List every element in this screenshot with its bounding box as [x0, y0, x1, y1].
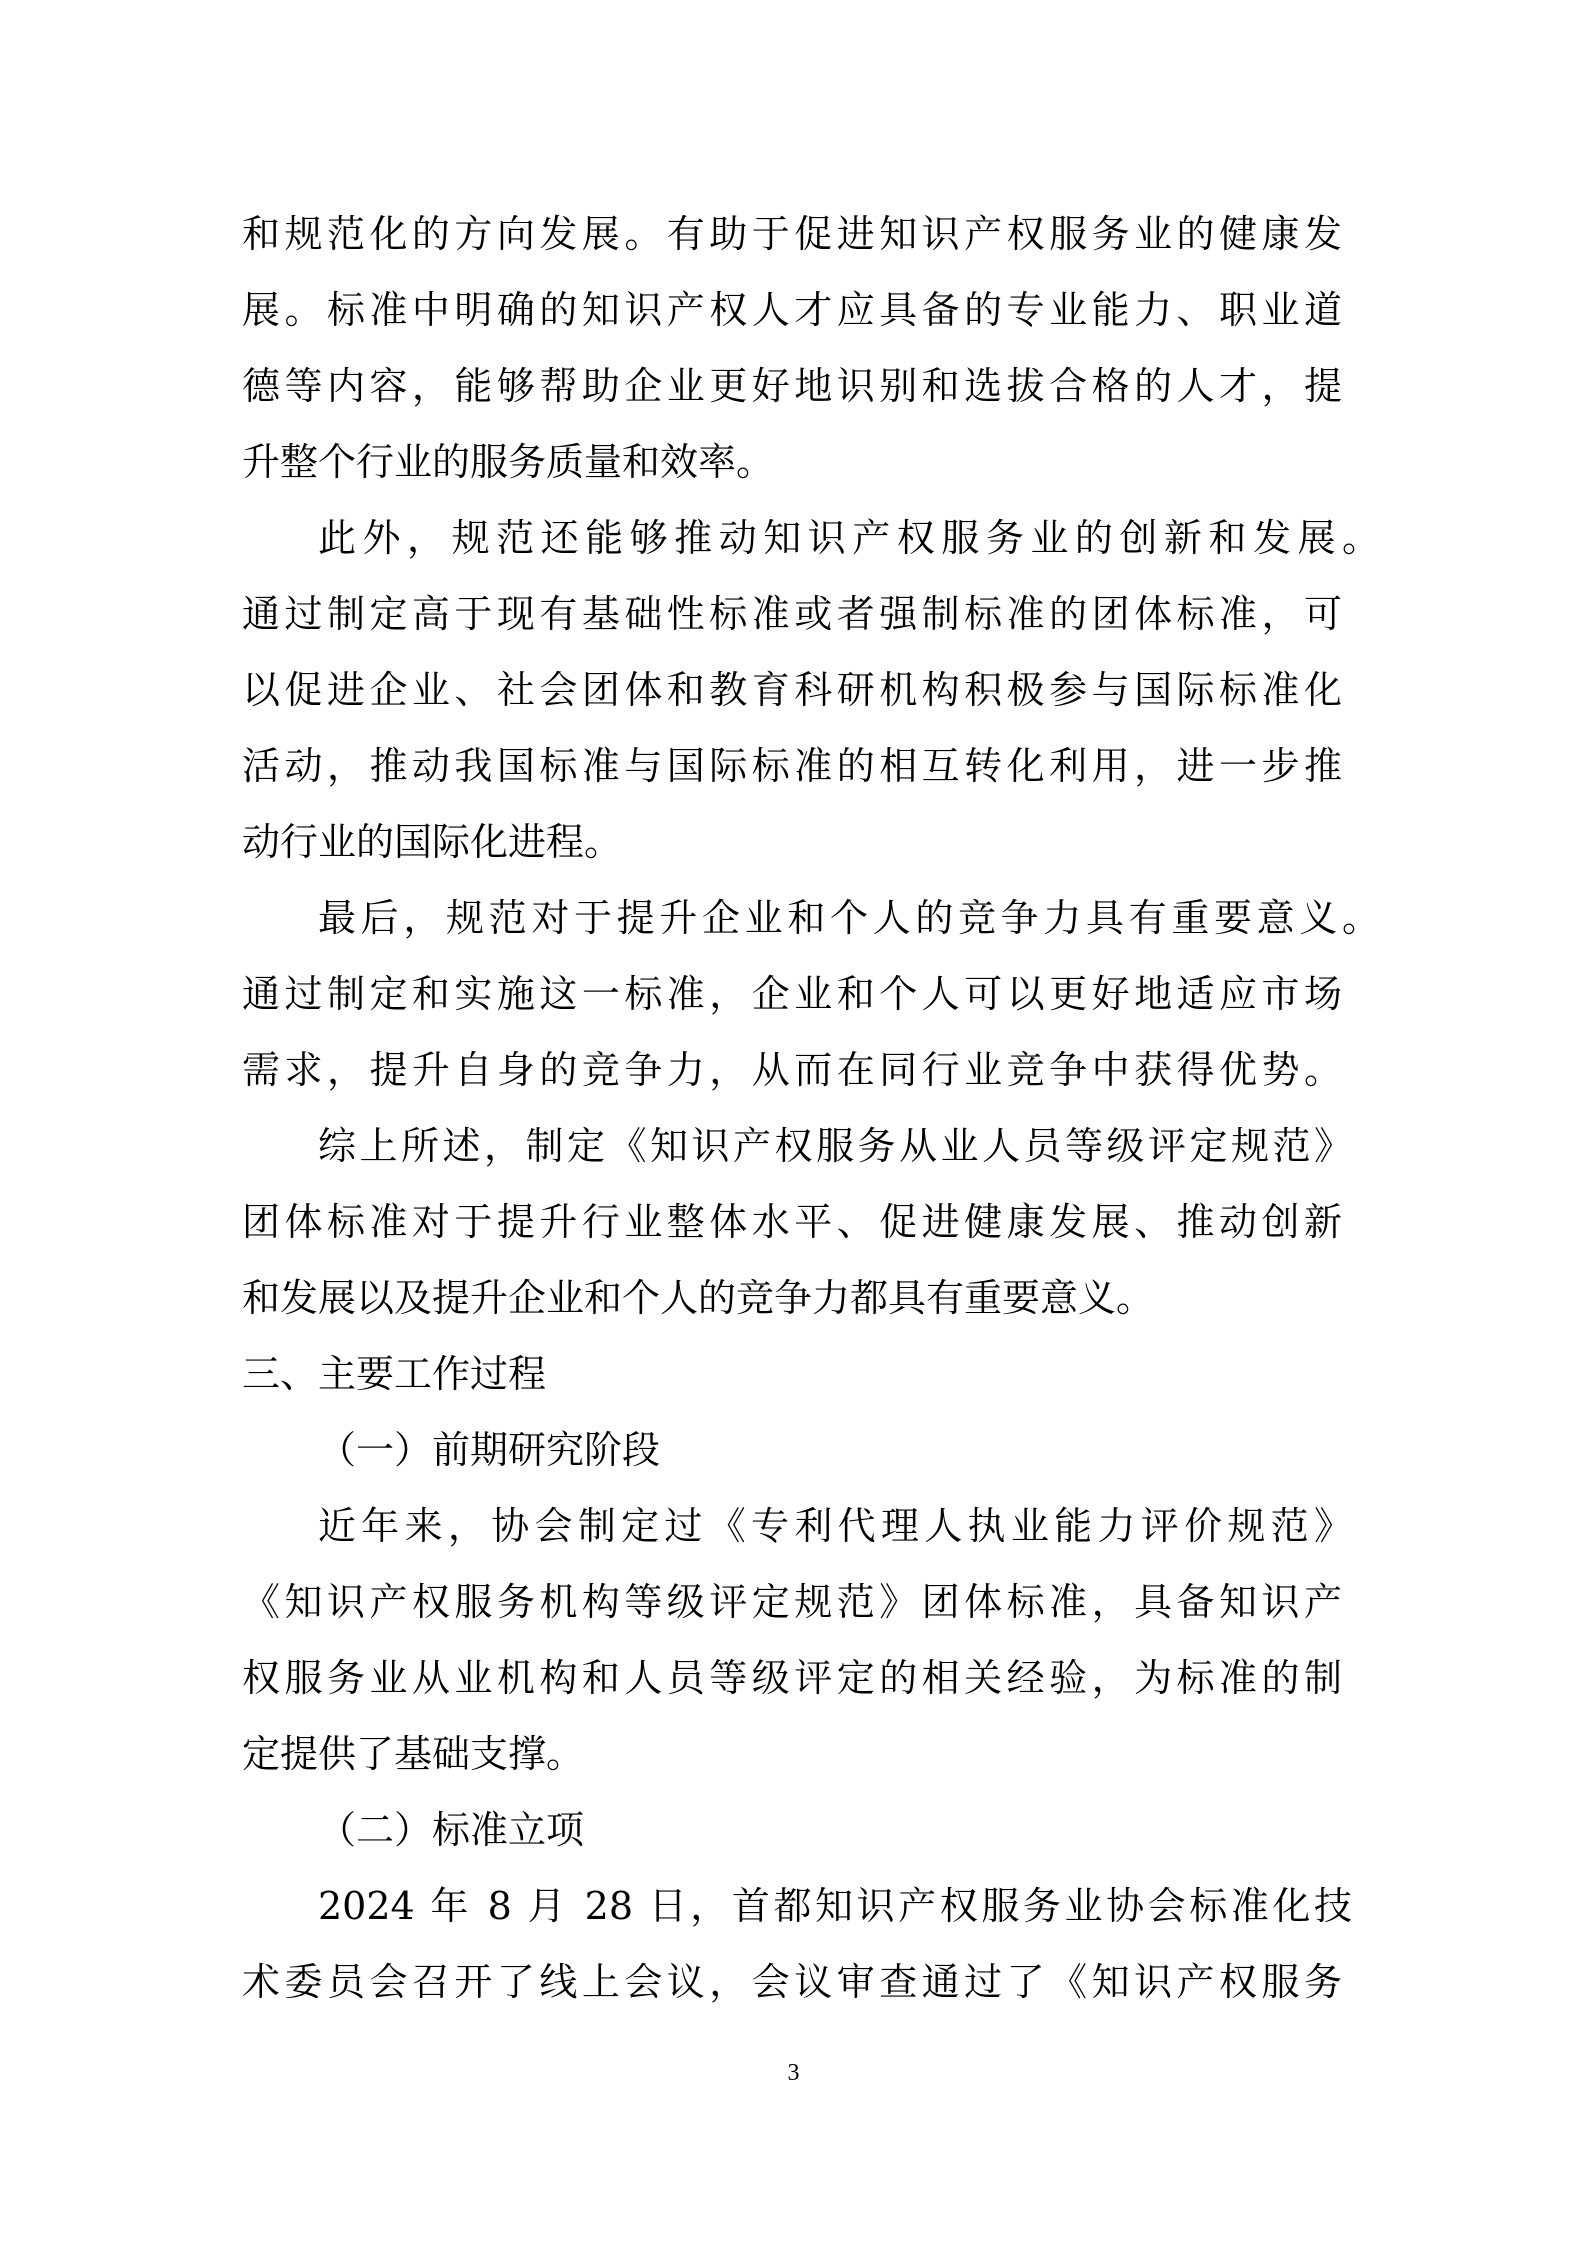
paragraph-line: 综上所述，制定《知识产权服务从业人员等级评定规范》 — [318, 1124, 1352, 1168]
section-heading: 三、主要工作过程 — [242, 1352, 547, 1396]
paragraph-line: 2024 年 8 月 28 日，首都知识产权服务业协会标准化技 — [318, 1884, 1352, 1928]
paragraph-line: 活动，推动我国标准与国际标准的相互转化利用，进一步推 — [242, 744, 1342, 788]
paragraph-line: 定提供了基础支撑。 — [242, 1732, 585, 1776]
paragraph-line: 展。标准中明确的知识产权人才应具备的专业能力、职业道 — [242, 288, 1342, 332]
paragraph-line: 以促进企业、社会团体和教育科研机构积极参与国际标准化 — [242, 668, 1342, 712]
subsection-heading: （一）前期研究阶段 — [318, 1428, 661, 1472]
subsection-heading: （二）标准立项 — [318, 1808, 585, 1852]
paragraph-line: 团体标准对于提升行业整体水平、促进健康发展、推动创新 — [242, 1200, 1342, 1244]
paragraph-line: 德等内容，能够帮助企业更好地识别和选拔合格的人才，提 — [242, 364, 1342, 408]
paragraph-line: 权服务业从业机构和人员等级评定的相关经验，为标准的制 — [242, 1656, 1342, 1700]
paragraph-line: 动行业的国际化进程。 — [242, 820, 623, 864]
paragraph-line: 和规范化的方向发展。有助于促进知识产权服务业的健康发 — [242, 212, 1342, 256]
page-number: 3 — [787, 2060, 800, 2086]
paragraph-line: 通过制定高于现有基础性标准或者强制标准的团体标准，可 — [242, 592, 1342, 636]
paragraph-line: 和发展以及提升企业和个人的竞争力都具有重要意义。 — [242, 1276, 1155, 1320]
paragraph-line: 术委员会召开了线上会议，会议审查通过了《知识产权服务 — [242, 1960, 1342, 2004]
paragraph-line: 升整个行业的服务质量和效率。 — [242, 440, 775, 484]
paragraph-line: 通过制定和实施这一标准，企业和个人可以更好地适应市场 — [242, 972, 1342, 1016]
paragraph-line: 需求，提升自身的竞争力，从而在同行业竞争中获得优势。 — [242, 1048, 1342, 1092]
paragraph-line: 最后，规范对于提升企业和个人的竞争力具有重要意义。 — [318, 896, 1380, 940]
paragraph-line: 《知识产权服务机构等级评定规范》团体标准，具备知识产 — [242, 1580, 1342, 1624]
paragraph-line: 近年来，协会制定过《专利代理人执业能力评价规范》 — [318, 1504, 1352, 1548]
paragraph-line: 此外，规范还能够推动知识产权服务业的创新和发展。 — [318, 516, 1380, 560]
